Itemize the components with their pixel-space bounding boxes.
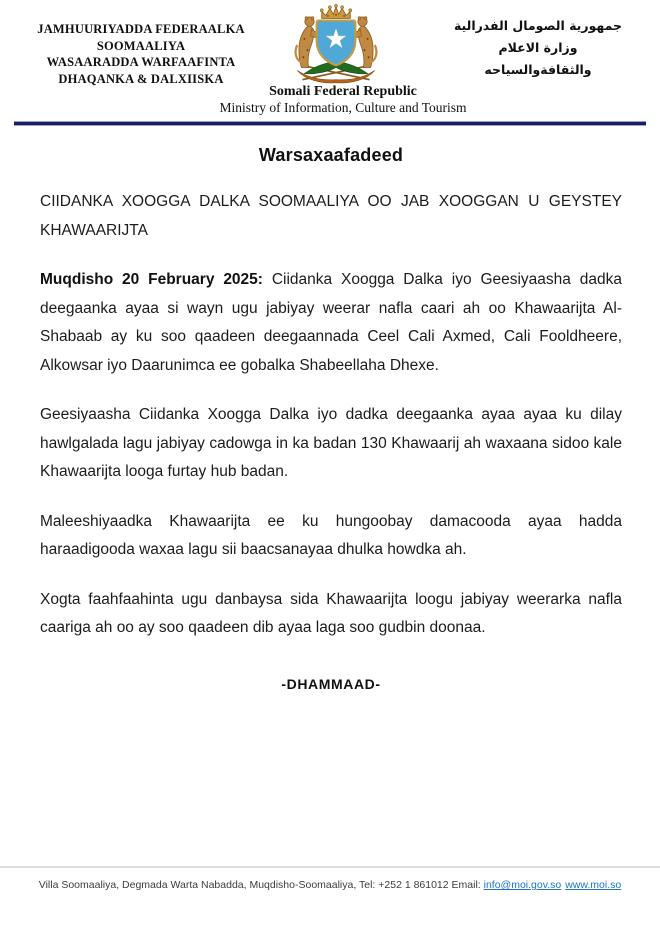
document-title: Warsaxaafadeed xyxy=(258,145,404,165)
letterhead-arabic-line: وزارة الاعلام xyxy=(498,40,578,55)
website-link[interactable]: www.moi.so xyxy=(565,879,622,891)
letterhead-arabic-line: جمهورية الصومال الفدرالية xyxy=(453,18,623,33)
footer-address: Villa Soomaaliya, Degmada Warta Nabadda, Muqdisho-Soomaaliya, Tel: +252 1 861012 Email: xyxy=(38,879,484,891)
dateline: Muqdisho 20 February 2025: xyxy=(40,271,263,288)
ministry-name: Ministry of Information, Culture and Tourism xyxy=(219,100,467,115)
letterhead-somali-line: SOOMAALIYA xyxy=(96,38,186,53)
letterhead-english-title xyxy=(178,84,508,116)
country-name: Somali Federal Republic xyxy=(269,84,417,99)
letterhead-arabic-title xyxy=(432,15,644,81)
paragraph: Xogta faahfaahinta ugu danbaysa sida Khawaarijta loogu jabiyay weerarka nafla caariga ah oo ay soo qaadeen dib ayaa laga soo gudbin doonaa. xyxy=(40,590,622,636)
end-mark: -DHAMMAAD- xyxy=(281,675,381,692)
letterhead-somali-line: JAMHUURIYADDA FEDERAALKA xyxy=(37,22,245,36)
letterhead xyxy=(0,0,660,121)
header-divider xyxy=(14,121,646,126)
crown xyxy=(320,4,352,18)
letterhead-somali-line: WASAARADDA WARFAAFINTA xyxy=(46,55,236,69)
letterhead-somali-line: DHAQANKA & DALXIISKA xyxy=(58,71,224,86)
letterhead-arabic-line: والثقافةوالسياحه xyxy=(484,62,592,77)
paragraph-text: Ciidanka Xoogga Dalka iyo Geesiyaasha dadka deegaanka ayaa si wayn ugu jabiyay weerar nafla caari ah oo Khawaarijta Al-Shabaab ay ku soo qaadeen deegaannada Ceel Cali Axmed, Cali Fooldheere, Alkowsar iyo Daarunimca ee gobalka Shabeellaha Dhexe. xyxy=(40,271,622,374)
paragraph: Maleeshiyaadka Khawaarijta ee ku hungoobay damacooda ayaa hadda haraadigooda waxaa lagu sii baacsanayaa dhulka howdka ah. xyxy=(40,512,622,558)
somalia-coat-of-arms-icon xyxy=(284,4,388,86)
letterhead-somali-title xyxy=(28,21,254,87)
document-body xyxy=(0,145,660,692)
paragraph-dateline xyxy=(40,266,622,380)
page-footer xyxy=(0,866,660,892)
paragraph: Geesiyaasha Ciidanka Xoogga Dalka iyo dadka deegaanka ayaa ayaa ku dilay hawlgalada lagu jabiyay cadowga in ka badan 130 Khawaarij ah waxaana sidoo kale Khawaarijta looga furtay hub badan. xyxy=(40,406,622,480)
email-link[interactable]: info@moi.gov.so xyxy=(483,879,562,891)
document-heading: CIIDANKA XOOGGA DALKA SOOMAALIYA OO JAB XOOGGAN U GEYSTEY KHAWAARIJTA xyxy=(40,193,622,239)
